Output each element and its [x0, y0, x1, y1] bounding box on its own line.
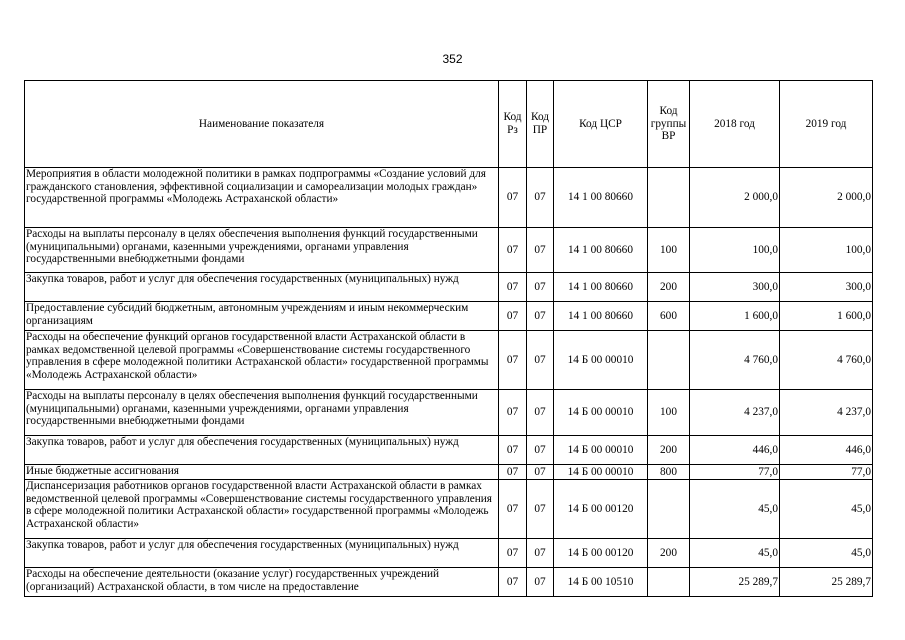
row-pr: 07: [527, 539, 554, 568]
row-2018: 25 289,7: [690, 568, 780, 597]
header-pr: Код ПР: [527, 81, 554, 168]
row-2019: 77,0: [780, 465, 873, 480]
row-csr: 14 1 00 80660: [554, 273, 648, 302]
row-2019: 4 237,0: [780, 390, 873, 436]
row-csr: 14 Б 00 10510: [554, 568, 648, 597]
row-rz: 07: [499, 331, 527, 390]
row-pr: 07: [527, 302, 554, 331]
row-2019: 100,0: [780, 228, 873, 273]
row-csr: 14 1 00 80660: [554, 168, 648, 228]
header-2019: 2019 год: [780, 81, 873, 168]
row-rz: 07: [499, 436, 527, 465]
row-2018: 2 000,0: [690, 168, 780, 228]
row-rz: 07: [499, 390, 527, 436]
row-name: Закупка товаров, работ и услуг для обеспечения государственных (муниципальных) нужд: [25, 436, 499, 465]
row-pr: 07: [527, 390, 554, 436]
row-2019: 4 760,0: [780, 331, 873, 390]
row-vr: [648, 568, 690, 597]
row-pr: 07: [527, 228, 554, 273]
row-2018: 1 600,0: [690, 302, 780, 331]
table-row: [25, 539, 873, 568]
row-vr: 100: [648, 390, 690, 436]
row-name: Расходы на выплаты персоналу в целях обеспечения выполнения функций государственными (муниципальными) органами, казенными учреждениями, органами управления государственными внебюджетными фондами: [25, 228, 499, 273]
row-rz: 07: [499, 480, 527, 539]
row-2019: 2 000,0: [780, 168, 873, 228]
row-pr: 07: [527, 465, 554, 480]
table-row: [25, 302, 873, 331]
row-pr: 07: [527, 568, 554, 597]
row-vr: [648, 331, 690, 390]
row-name: Иные бюджетные ассигнования: [25, 465, 499, 480]
row-pr: 07: [527, 480, 554, 539]
table-row: [25, 331, 873, 390]
row-pr: 07: [527, 436, 554, 465]
header-name: Наименование показателя: [25, 81, 499, 168]
row-csr: 14 Б 00 00120: [554, 539, 648, 568]
row-name: Диспансеризация работников органов государственной власти Астраханской области в рамках ведомственной целевой программы «Совершенствование системы государственного управления в сфере молодежной политики Астраханской области» государственной программы «Молодежь Астраханской области»: [25, 480, 499, 539]
row-2019: 300,0: [780, 273, 873, 302]
row-vr: [648, 168, 690, 228]
row-2018: 45,0: [690, 480, 780, 539]
row-rz: 07: [499, 228, 527, 273]
row-vr: 200: [648, 273, 690, 302]
table-row: [25, 390, 873, 436]
row-2019: 25 289,7: [780, 568, 873, 597]
row-rz: 07: [499, 539, 527, 568]
table-row: [25, 480, 873, 539]
row-csr: 14 Б 00 00010: [554, 331, 648, 390]
header-vr: Код группы ВР: [648, 81, 690, 168]
row-rz: 07: [499, 568, 527, 597]
row-vr: 200: [648, 539, 690, 568]
row-vr: 100: [648, 228, 690, 273]
row-name: Мероприятия в области молодежной политики в рамках подпрограммы «Создание условий для гражданского становления, эффективной социализации и самореализации молодых граждан» государственной программы «Молодежь Астраханской области»: [25, 168, 499, 228]
row-csr: 14 Б 00 00010: [554, 390, 648, 436]
row-2018: 300,0: [690, 273, 780, 302]
row-vr: [648, 480, 690, 539]
row-csr: 14 Б 00 00010: [554, 465, 648, 480]
row-2018: 446,0: [690, 436, 780, 465]
table-row: [25, 273, 873, 302]
row-csr: 14 1 00 80660: [554, 228, 648, 273]
row-2019: 45,0: [780, 480, 873, 539]
row-2018: 4 237,0: [690, 390, 780, 436]
row-name: Закупка товаров, работ и услуг для обеспечения государственных (муниципальных) нужд: [25, 539, 499, 568]
table-row: [25, 436, 873, 465]
header-rz: Код Рз: [499, 81, 527, 168]
row-pr: 07: [527, 273, 554, 302]
budget-table: [24, 80, 873, 597]
table-row: [25, 228, 873, 273]
row-rz: 07: [499, 302, 527, 331]
row-name: Закупка товаров, работ и услуг для обеспечения государственных (муниципальных) нужд: [25, 273, 499, 302]
row-csr: 14 1 00 80660: [554, 302, 648, 331]
page-number: 352: [442, 52, 463, 66]
table-row: [25, 465, 873, 480]
row-2018: 4 760,0: [690, 331, 780, 390]
header-2018: 2018 год: [690, 81, 780, 168]
row-2019: 446,0: [780, 436, 873, 465]
row-name: Расходы на выплаты персоналу в целях обеспечения выполнения функций государственными (муниципальными) органами, казенными учреждениями, органами управления государственными внебюджетными фондами: [25, 390, 499, 436]
row-2019: 1 600,0: [780, 302, 873, 331]
row-pr: 07: [527, 168, 554, 228]
row-2018: 77,0: [690, 465, 780, 480]
row-name: Предоставление субсидий бюджетным, автономным учреждениям и иным некоммерческим организациям: [25, 302, 499, 331]
row-2018: 100,0: [690, 228, 780, 273]
table-header-row: [25, 81, 873, 168]
row-vr: 600: [648, 302, 690, 331]
row-pr: 07: [527, 331, 554, 390]
header-csr: Код ЦСР: [554, 81, 648, 168]
row-2018: 45,0: [690, 539, 780, 568]
row-csr: 14 Б 00 00120: [554, 480, 648, 539]
row-2019: 45,0: [780, 539, 873, 568]
row-rz: 07: [499, 273, 527, 302]
row-name: Расходы на обеспечение деятельности (оказание услуг) государственных учреждений (организаций) Астраханской области, в том числе на предоставление: [25, 568, 499, 597]
row-name: Расходы на обеспечение функций органов государственной власти Астраханской области в рамках ведомственной целевой программы «Совершенствование системы государственного управления в сфере молодежной политики Астраханской области» государственной программы «Молодежь Астраханской области»: [25, 331, 499, 390]
row-rz: 07: [499, 168, 527, 228]
row-rz: 07: [499, 465, 527, 480]
table-row: [25, 168, 873, 228]
row-vr: 200: [648, 436, 690, 465]
table-row: [25, 568, 873, 597]
row-vr: 800: [648, 465, 690, 480]
row-csr: 14 Б 00 00010: [554, 436, 648, 465]
